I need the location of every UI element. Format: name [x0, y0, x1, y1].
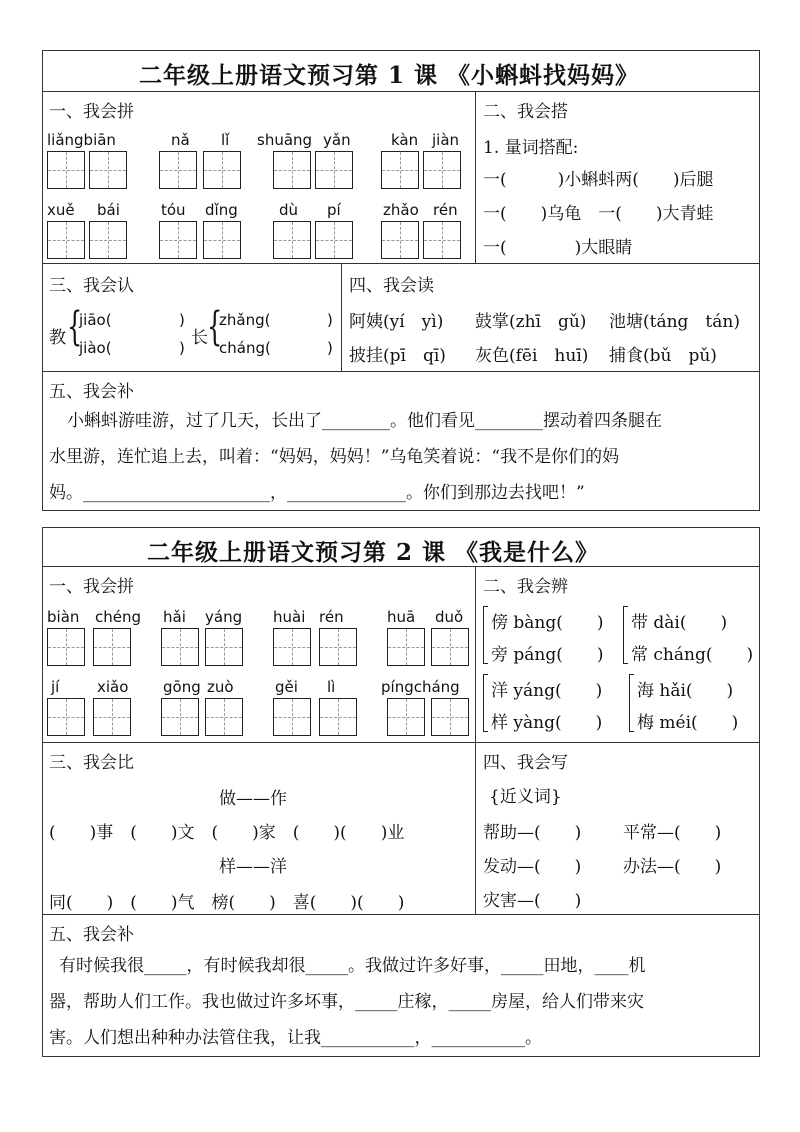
writing-box[interactable]: [431, 698, 469, 736]
writing-box[interactable]: [273, 628, 311, 666]
writing-box[interactable]: [47, 221, 85, 259]
pinyin: jí: [51, 678, 60, 696]
pinyin: dù: [279, 201, 299, 219]
pinyin: huài: [273, 608, 306, 626]
bracket-icon: [623, 606, 628, 664]
pinyin: liǎngbiān: [47, 131, 116, 149]
worksheet-title: 二年级上册语文预习第 1 课 《小蝌蚪找妈妈》: [139, 62, 640, 89]
pinyin: chéng: [95, 608, 142, 626]
section-heading: 一、我会拼: [49, 577, 134, 597]
pinyin: hǎi: [163, 608, 186, 626]
paren: ): [327, 339, 333, 357]
writing-box[interactable]: [47, 628, 85, 666]
section-heading: 四、我会读: [349, 276, 434, 296]
pinyin-option: cháng(: [219, 339, 271, 357]
subheading: 1. 量词搭配:: [483, 138, 579, 158]
read-item: 阿姨(yí yì): [349, 312, 444, 332]
read-item: 捕食(bǔ pǔ): [609, 346, 717, 366]
exercise-line: 一( )乌龟 一( )大青蛙: [483, 204, 714, 224]
pinyin: pí: [327, 201, 341, 219]
pinyin-option: zhǎng(: [219, 311, 271, 329]
read-item: 灰色(fēi huī): [475, 346, 589, 366]
divider: [43, 566, 759, 567]
exercise-line: ( )事 ( )文 ( )家 ( )( )业: [49, 823, 405, 843]
writing-box[interactable]: [273, 221, 311, 259]
pinyin: rén: [319, 608, 344, 626]
section-heading: 二、我会辨: [483, 577, 568, 597]
paren: ): [179, 339, 185, 357]
fill-in-line: 妈。______________________，______________。你们到那边去找吧！”: [49, 483, 585, 503]
synonym-item: 办法—( ): [623, 857, 722, 877]
pinyin: jiàn: [432, 131, 460, 149]
read-item: 披挂(pī qī): [349, 346, 446, 366]
word-pair: 样——洋: [219, 857, 287, 877]
pinyin: nǎ: [171, 131, 190, 149]
pinyin: zhǎo: [383, 201, 419, 219]
char-pair-item: 海 hǎi( ): [637, 681, 734, 701]
pinyin: shuāng: [257, 131, 313, 149]
char-pair-item: 洋 yáng( ): [491, 681, 603, 701]
writing-box[interactable]: [47, 151, 85, 189]
pinyin: dǐng: [205, 201, 238, 219]
divider: [341, 263, 342, 371]
paren: ): [179, 311, 185, 329]
pinyin: lì: [327, 678, 336, 696]
writing-box[interactable]: [273, 698, 311, 736]
worksheet-title: 二年级上册语文预习第 2 课 《我是什么》: [147, 539, 600, 566]
pinyin: bái: [97, 201, 120, 219]
writing-box[interactable]: [315, 221, 353, 259]
writing-box[interactable]: [161, 628, 199, 666]
pinyin: biàn: [47, 608, 80, 626]
synonym-item: 发动—( ): [483, 857, 582, 877]
writing-box[interactable]: [159, 151, 197, 189]
writing-box[interactable]: [89, 221, 127, 259]
writing-box[interactable]: [205, 698, 243, 736]
divider: [43, 371, 759, 372]
writing-box[interactable]: [319, 698, 357, 736]
divider: [475, 566, 476, 742]
char-pair-item: 梅 méi( ): [637, 713, 739, 733]
pinyin: xiǎo: [97, 678, 129, 696]
synonym-item: 灾害—( ): [483, 891, 582, 911]
bracket-icon: [629, 674, 634, 732]
bracket-icon: [483, 606, 488, 664]
writing-box[interactable]: [203, 221, 241, 259]
writing-box[interactable]: [205, 628, 243, 666]
writing-box[interactable]: [315, 151, 353, 189]
writing-box[interactable]: [431, 628, 469, 666]
fill-in-line: 有时候我很_____，有时候我却很_____。我做过许多好事，_____田地，____机: [59, 956, 646, 976]
pinyin: gěi: [275, 678, 298, 696]
exercise-line: 一( )小蝌蚪两( )后腿: [483, 170, 714, 190]
writing-box[interactable]: [423, 151, 461, 189]
pinyin: píngcháng: [381, 678, 460, 696]
char-pair-item: 带 dài( ): [631, 613, 728, 633]
writing-box[interactable]: [381, 221, 419, 259]
pinyin-option: jiāo(: [79, 311, 112, 329]
pinyin: duǒ: [435, 608, 464, 626]
pinyin: yáng: [205, 608, 243, 626]
divider: [341, 263, 759, 264]
pinyin: yǎn: [323, 131, 351, 149]
writing-box[interactable]: [423, 221, 461, 259]
writing-box[interactable]: [387, 698, 425, 736]
pinyin: lǐ: [221, 131, 230, 149]
pinyin: tóu: [161, 201, 186, 219]
divider: [475, 91, 476, 263]
section-heading: 五、我会补: [49, 925, 134, 945]
section-heading: 二、我会搭: [483, 102, 568, 122]
writing-box[interactable]: [93, 628, 131, 666]
section-heading: 四、我会写: [483, 753, 568, 773]
section-heading: 三、我会认: [49, 276, 134, 296]
writing-box[interactable]: [93, 698, 131, 736]
paren: ): [327, 311, 333, 329]
pinyin: kàn: [391, 131, 419, 149]
synonym-item: 帮助—( ): [483, 823, 582, 843]
section-heading: 三、我会比: [49, 753, 134, 773]
pinyin: huā: [387, 608, 416, 626]
writing-box[interactable]: [203, 151, 241, 189]
pinyin-option: jiào(: [79, 339, 112, 357]
divider: [43, 742, 759, 743]
writing-box[interactable]: [89, 151, 127, 189]
divider: [43, 914, 759, 915]
read-item: 池塘(táng tán): [609, 312, 740, 332]
pinyin: xuě: [47, 201, 75, 219]
exercise-line: 一( )大眼睛: [483, 238, 633, 258]
fill-in-line: 害。人们想出种种办法管住我，让我___________，___________。: [49, 1028, 542, 1048]
divider: [475, 742, 476, 914]
divider: [43, 91, 759, 92]
pinyin: zuò: [207, 678, 234, 696]
read-item: 鼓掌(zhī gǔ): [475, 312, 587, 332]
char-pair-item: 傍 bàng( ): [491, 613, 604, 633]
section-heading: 五、我会补: [49, 382, 134, 402]
writing-box[interactable]: [161, 698, 199, 736]
worksheet-lesson-1: [42, 50, 760, 511]
writing-box[interactable]: [159, 221, 197, 259]
exercise-line: 同( ) ( )气 榜( ) 喜( )( ): [49, 893, 405, 913]
brace-icon: {: [207, 304, 223, 350]
character: 教: [49, 328, 66, 348]
writing-box[interactable]: [387, 628, 425, 666]
section-heading: 一、我会拼: [49, 102, 134, 122]
pinyin: rén: [433, 201, 458, 219]
writing-box[interactable]: [47, 698, 85, 736]
fill-in-line: 小蝌蚪游哇游，过了几天，长出了________。他们看见________摆动着四条腿在: [67, 411, 662, 431]
word-pair: 做——作: [219, 789, 287, 809]
writing-box[interactable]: [319, 628, 357, 666]
worksheet-lesson-2: [42, 527, 760, 1057]
char-pair-item: 旁 páng( ): [491, 645, 604, 665]
synonym-item: 平常—( ): [623, 823, 722, 843]
writing-box[interactable]: [273, 151, 311, 189]
fill-in-line: 水里游，连忙追上去，叫着：“妈妈，妈妈！”乌龟笑着说：“我不是你们的妈: [49, 447, 620, 467]
bracket-icon: [483, 674, 488, 732]
pinyin: gōng: [163, 678, 201, 696]
brace-icon: {: [67, 304, 83, 350]
subheading: {近义词}: [489, 787, 562, 807]
fill-in-line: 器，帮助人们工作。我也做过许多坏事，_____庄稼，_____房屋，给人们带来灾: [49, 992, 644, 1012]
character: 长: [191, 328, 208, 348]
char-pair-item: 常 cháng( ): [631, 645, 754, 665]
char-pair-item: 样 yàng( ): [491, 713, 603, 733]
writing-box[interactable]: [381, 151, 419, 189]
